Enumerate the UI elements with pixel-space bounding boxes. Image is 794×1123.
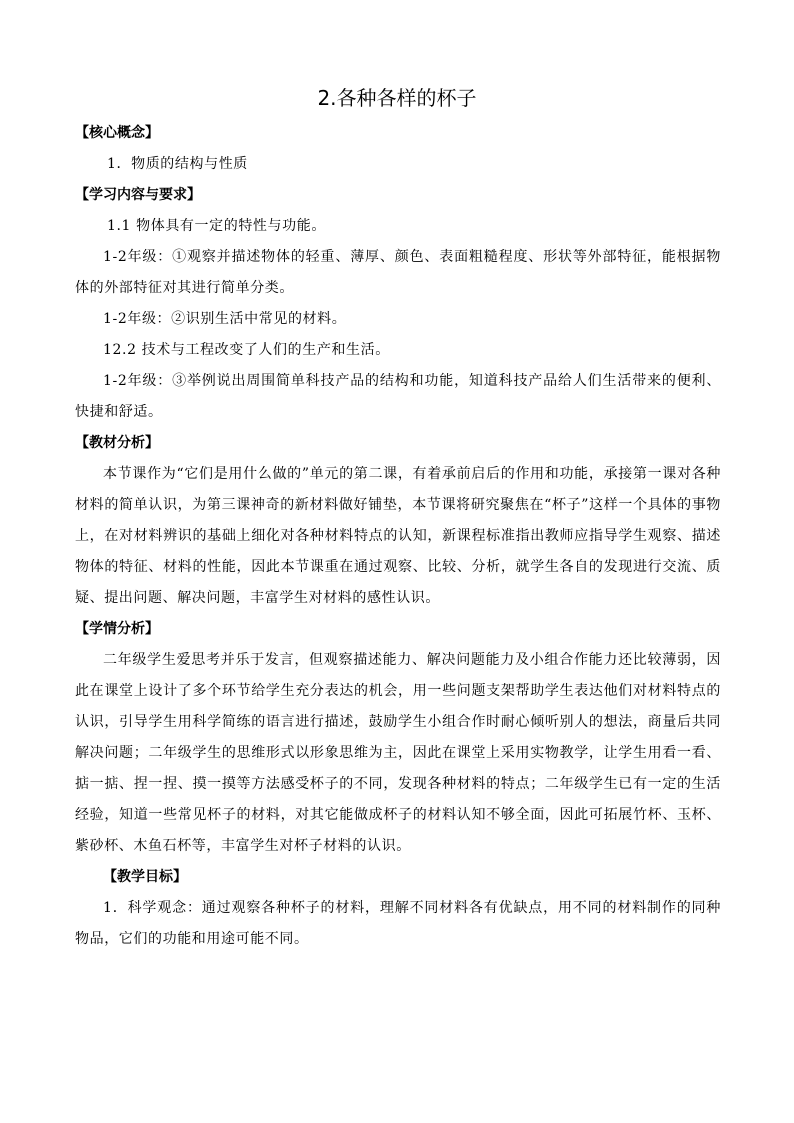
document-title: 2.各种各样的杯子 — [317, 86, 477, 110]
student-analysis-paragraph: 二年级学生爱思考并乐于发言，但观察描述能力、解决问题能力及小组合作能力还比较薄弱，因此在课堂上设计了多个环节给学生充分表达的机会，用一些问题支架帮助学生表达他们对材料特点的认识，引导学生用科学简练的语言进行描述，鼓励学生小组合作时耐心倾听别人的想法，商量后共同解决问题；二年级学生的思维形式以形象思维为主，因此在课堂上采用实物教学，让学生用看一看、掂一掂、捏一捏、摸一摸等方法感受杯子的不同，发现各种材料的特点；二年级学生已有一定的生活经验，知道一些常见杯子的材料，对其它能做成杯子的材料认知不够全面，因此可拓展竹杯、玉杯、紫砂杯、木鱼石杯等，丰富学生对杯子材料的认识。 — [75, 652, 721, 854]
requirement-paragraph: 1-2年级：③举例说出周围简单科技产品的结构和功能，知道科技产品给人们生活带来的便利、快捷和舒适。 — [75, 373, 721, 420]
section-heading-textbook-analysis: 【教材分析】 — [75, 435, 159, 451]
requirement-paragraph: 1.1 物体具有一定的特性与功能。 — [107, 218, 326, 234]
section-heading-core-concept: 【核心概念】 — [75, 125, 159, 141]
section-heading-teaching-objectives: 【教学目标】 — [103, 869, 187, 885]
requirement-paragraph: 1-2年级：①观察并描述物体的轻重、薄厚、颜色、表面粗糙程度、形状等外部特征，能根据物体的外部特征对其进行简单分类。 — [75, 249, 721, 296]
requirement-paragraph: 1-2年级：②识别生活中常见的材料。 — [103, 311, 347, 327]
core-concept-item: 1．物质的结构与性质 — [107, 156, 248, 172]
requirement-paragraph: 12.2 技术与工程改变了人们的生产和生活。 — [103, 342, 390, 358]
textbook-analysis-paragraph: 本节课作为“它们是用什么做的”单元的第二课，有着承前启后的作用和功能，承接第一课对各种材料的简单认识，为第三课神奇的新材料做好铺垫，本节课将研究聚焦在“杯子”这样一个具体的事物上，在对材料辨识的基础上细化对各种材料特点的认知，新课程标准指出教师应指导学生观察、描述物体的特征、材料的性能，因此本节课重在通过观察、比较、分析，就学生各自的发现进行交流、质疑、提出问题、解决问题，丰富学生对材料的感性认识。 — [75, 466, 721, 606]
section-heading-student-analysis: 【学情分析】 — [75, 621, 159, 637]
teaching-objective-paragraph: 1．科学观念：通过观察各种杯子的材料，理解不同材料各有优缺点，用不同的材料制作的同种物品，它们的功能和用途可能不同。 — [75, 900, 721, 947]
section-heading-learning-requirements: 【学习内容与要求】 — [75, 187, 201, 203]
document-body — [75, 118, 721, 955]
